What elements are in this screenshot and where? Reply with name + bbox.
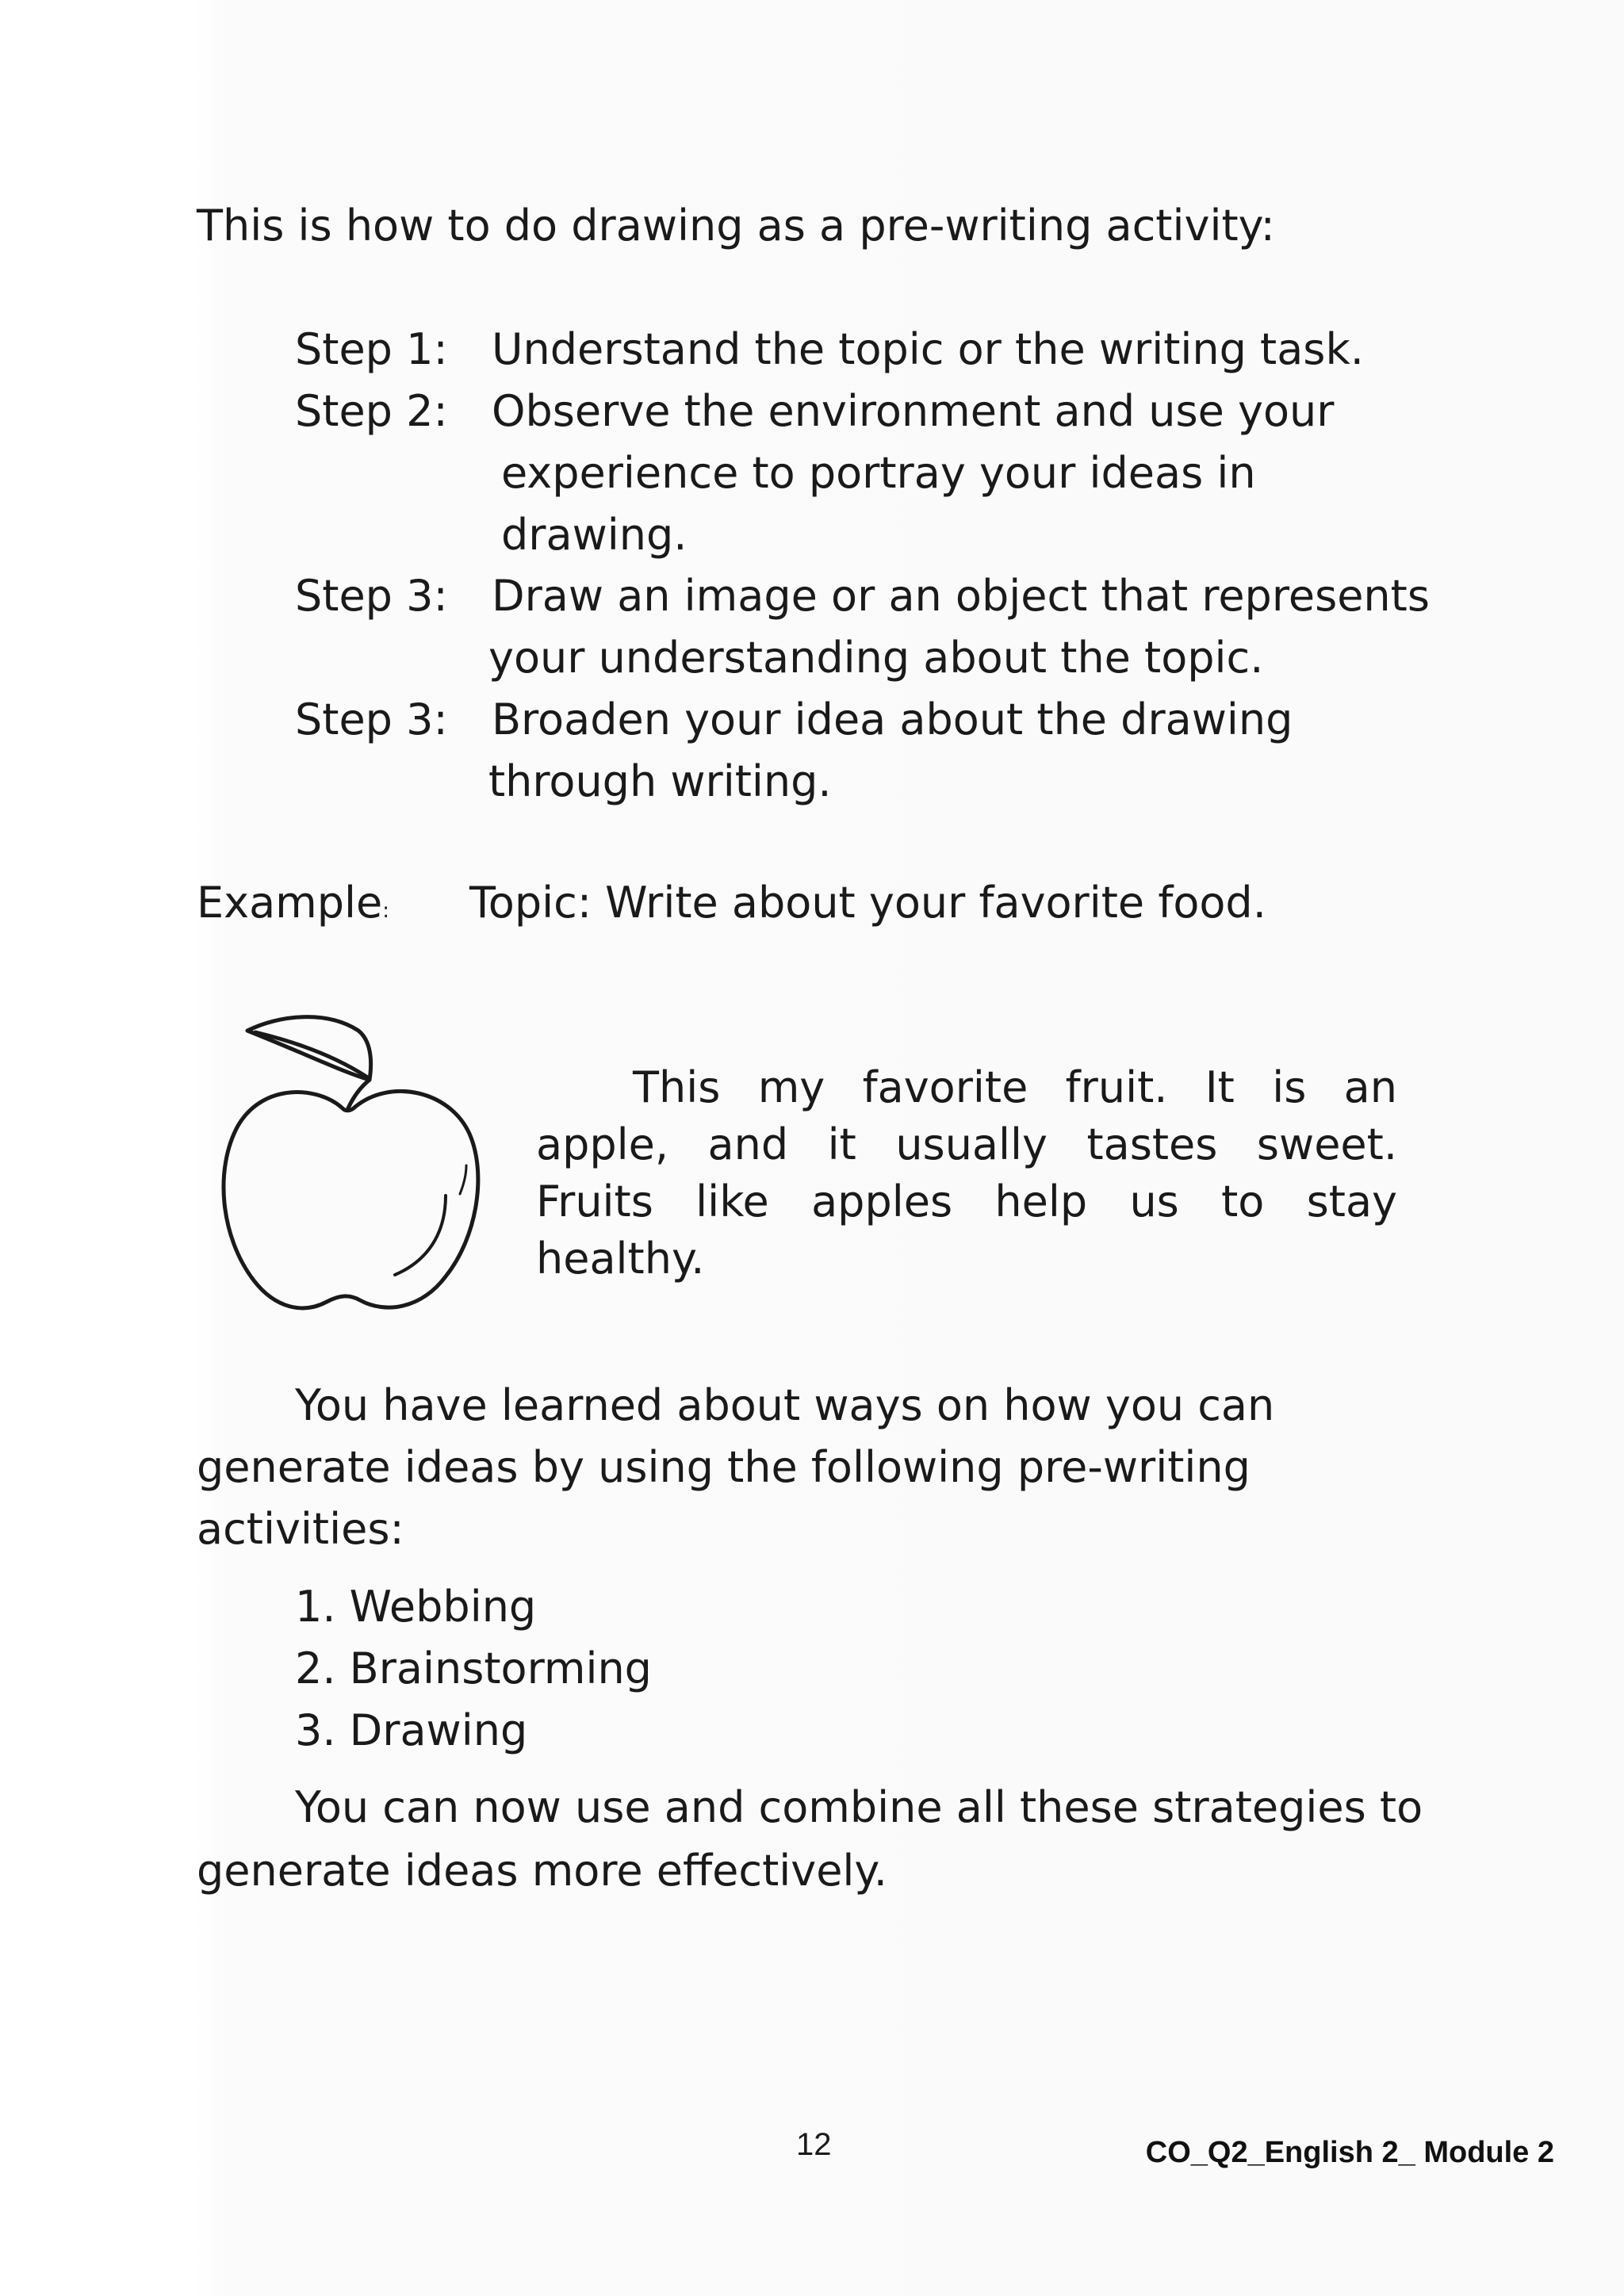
apple-drawing (208, 1007, 511, 1324)
step-3-label: Step 3: (295, 571, 448, 621)
step-2-line-1: Observe the environment and use your (492, 386, 1335, 436)
step-4-line-2: through writing. (488, 756, 832, 806)
apple-highlight-tick (460, 1165, 466, 1194)
intro-text: This is how to do drawing as a pre-writing activity: (197, 201, 1275, 251)
page-number: 12 (796, 2127, 832, 2162)
example-label (197, 872, 389, 942)
apple-highlight (395, 1196, 446, 1275)
step-4-line-1: Broaden your idea about the drawing (492, 695, 1293, 744)
step-2-line-2: experience to portray your ideas in (501, 448, 1256, 498)
activity-item-3: 3. Drawing (295, 1705, 528, 1755)
step-1-line-1: Understand the topic or the writing task. (492, 324, 1364, 374)
apple-outline (224, 1091, 478, 1307)
step-2-label: Step 2: (295, 386, 448, 436)
step-3-line-2: your understanding about the topic. (488, 633, 1264, 683)
step-4-label: Step 3: (295, 695, 448, 744)
example-topic: Topic: Write about your favorite food. (469, 878, 1266, 928)
example-label-text: Example (197, 878, 383, 928)
summary-paragraph: You have learned about ways on how you can generate ideas by using the following pre-writing activities: (197, 1380, 1275, 1554)
step-1-label: Step 1: (295, 324, 448, 374)
apple-paragraph: This my favorite fruit. It is an apple, and it usually tastes sweet. Fruits like apples help us to stay healthy. (536, 1062, 1397, 1284)
step-3-line-1: Draw an image or an object that represents (492, 571, 1430, 621)
activity-item-2: 2. Brainstorming (295, 1644, 652, 1693)
step-2-line-3: drawing. (501, 510, 688, 560)
activity-item-1: 1. Webbing (295, 1582, 537, 1632)
module-code: CO_Q2_English 2_ Module 2 (1145, 2136, 1554, 2169)
example-colon: : (382, 899, 390, 923)
closing-paragraph: You can now use and combine all these strategies to generate ideas more effectively. (197, 1782, 1423, 1896)
